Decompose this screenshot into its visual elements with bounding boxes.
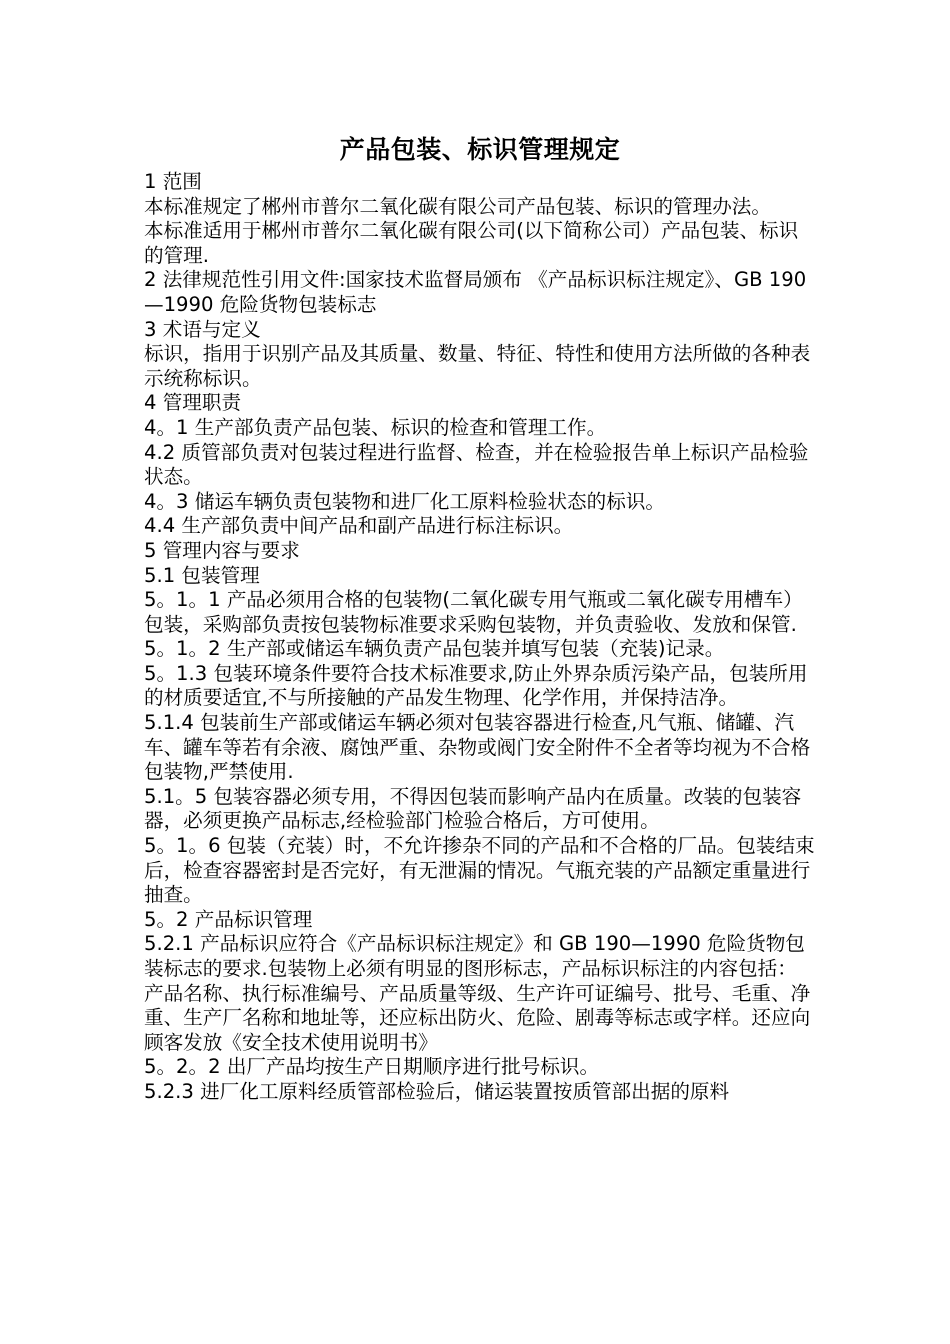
paragraph: 5.1.4 包装前生产部或储运车辆必须对包装容器进行检查,凡气瓶、储罐、汽车、罐车等若有余液、腐蚀严重、杂物或阀门安全附件不全者等均视为不合格包装物,严禁使用.: [144, 711, 811, 784]
paragraph: 1 范围: [144, 170, 202, 193]
paragraph: 2 法律规范性引用文件:国家技术监督局颁布 《产品标识标注规定》、GB 190—1990 危险货物包装标志: [144, 268, 807, 316]
paragraph: 5 管理内容与要求: [144, 538, 300, 562]
paragraph: 5。1。2 生产部或储运车辆负责产品包装并填写包装（充装)记录。: [144, 637, 725, 661]
paragraph: 4 管理职责: [144, 391, 242, 415]
paragraph: 5.2.1 产品标识应符合《产品标识标注规定》和 GB 190—1990 危险货物包装标志的要求.包装物上必须有明显的图形标志，产品标识标注的内容包括：产品名称、执行标准编号、产品质量等级、生产许可证编号、批号、毛重、净重、生产厂名称和地址等，还应标出防火、危险、剧毒等标志或字样。还应向顾客发放《安全技术使用说明书》: [144, 932, 811, 1054]
paragraph: 5.1 包装管理: [144, 563, 260, 587]
paragraph: 3 术语与定义: [144, 317, 261, 341]
paragraph: 4.4 生产部负责中间产品和副产品进行标注标识。: [144, 514, 574, 538]
paragraph: 5。2。2 出厂产品均按生产日期顺序进行批号标识。: [144, 1055, 600, 1079]
paragraph: 本标准适用于郴州市普尔二氧化碳有限公司(以下简称公司）产品包装、标识的管理.: [144, 219, 799, 267]
paragraph: 5。1.3 包装环境条件要符合技术标准要求,防止外界杂质污染产品，包装所用的材质要适宜,不与所接触的产品发生物理、化学作用，并保持洁净。: [144, 661, 808, 710]
paragraph: 4。1 生产部负责产品包装、标识的检查和管理工作。: [144, 415, 607, 439]
paragraph: 5。1。1 产品必须用合格的包装物(二氧化碳专用气瓶或二氧化碳专用槽车）包装，采购部负责按包装物标准要求采购包装物，并负责验收、发放和保管.: [144, 588, 803, 636]
document-body: [144, 170, 816, 1105]
paragraph: 5.1。5 包装容器必须专用，不得因包装而影响产品内在质量。改装的包装容器，必须更换产品标志,经检验部门检验合格后，方可使用。: [144, 784, 802, 833]
paragraph: 5.2.3 进厂化工原料经质管部检验后，储运装置按质管部出据的原料: [144, 1079, 730, 1103]
document-page: [144, 132, 816, 1105]
paragraph: 标识，指用于识别产品及其质量、数量、特征、特性和使用方法所做的各种表示统称标识。: [144, 342, 811, 390]
paragraph: 4。3 储运车辆负责包装物和进厂化工原料检验状态的标识。: [144, 489, 666, 513]
paragraph: 本标准规定了郴州市普尔二氧化碳有限公司产品包装、标识的管理办法。: [144, 194, 771, 218]
paragraph: 5。2 产品标识管理: [144, 907, 313, 931]
document-title: 产品包装、标识管理规定: [339, 135, 621, 164]
paragraph: 4.2 质管部负责对包装过程进行监督、检查，并在检验报告单上标识产品检验状态。: [144, 440, 809, 489]
paragraph: 5。1。6 包装（充装）时，不允许掺杂不同的产品和不合格的厂品。包装结束后，检查容器密封是否完好，有无泄漏的情况。气瓶充装的产品额定重量进行抽查。: [144, 834, 815, 907]
